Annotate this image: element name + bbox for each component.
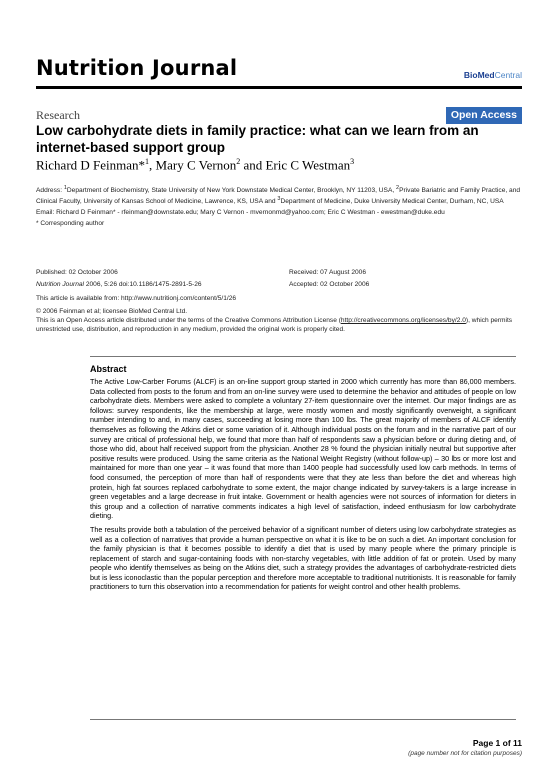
affiliation-marker: 3 [277, 196, 281, 203]
citation-journal: Nutrition Journal [36, 281, 85, 288]
open-access-badge: Open Access [446, 107, 522, 124]
publisher-logo-central: Central [494, 70, 522, 80]
affiliation-marker: 1 [145, 157, 150, 166]
abstract-bottom-rule [90, 719, 516, 720]
citation-doi[interactable]: 2006, 5:26 doi:10.1186/1475-2891-5-26 [84, 281, 202, 288]
author-list [36, 157, 354, 173]
license-text-end: ), which permits unrestricted use, distribution, and reproduction in any medium, provided the original work is properly cited. [36, 317, 513, 333]
author-name: Richard D Feinman* [36, 157, 146, 173]
license-block [36, 307, 522, 334]
license-text-start: This is an Open Access article distributed under the terms of the Creative Commons Attribution License ( [36, 317, 341, 324]
abstract-section [90, 356, 516, 596]
section-label: Research [36, 108, 80, 122]
article-title: Low carbohydrate diets in family practice: what can we learn from an internet-based support group [36, 123, 479, 155]
abstract-paragraph: The Active Low-Carber Forums (ALCF) is an on-line support group started in 2000 which currently has more than 86,000 members. Data collected from posts to the forum and from an on-line survey were used to determine the behavior and attitudes of people on low carbohydrate diets. Members were asked to complete a voluntary 27-item questionnaire over the internet. Our major findings are as follows: survey respondents, like the membership at large, were mostly women and mostly significantly overweight, a significant number intending to and, in many cases, succeeding at losing more than 100 lbs. The great majority of members of ALCF identify themselves as following the Atkins diet or some variation of it. Although individual posts on the forum and in the narrative part of our survey are critical of professional help, we found that more than half of respondents saw a physician before or during dieting and, of those who did, about half received support from the physician. Another 28 % found the physician initially neutral but supportive after positive results were produced. Using the same criteria as the National Weight Registry (without follow-up) – 30 lbs or more lost and maintained for more than one year – it was found that more than 1400 people had successfully used low carb methods. In terms of food consumed, the perception of more than half of respondents were that they ate less than before the diet and whereas high protein, high fat sources replaced carbohydrate to some extent, the major change indicated by survey-takers is a large increase in green vegetables and a large decrease in fruit intake. Government or health agencies were not sources of information for dieters in this group and a collection of narrative comments indicates a high level of satisfaction, indeed enthusiasm for low carbohydrate dieting. [90, 377, 516, 521]
affiliation-marker: 2 [396, 185, 400, 191]
affiliation-marker: 3 [350, 157, 355, 166]
license-link[interactable]: http://creativecommons.org/licenses/by/2.0 [340, 317, 466, 324]
affiliation-text: Private Bariatric and Family Practice, and Clinical Faculty, University of Kansas School of Medicine, Lawrence, KS, USA and [36, 187, 521, 206]
publisher-logo-biomed: BioMed [463, 70, 495, 80]
publication-info [36, 268, 522, 334]
abstract-heading: Abstract [90, 364, 127, 374]
header-rule [36, 86, 522, 89]
page-number-note: (page number not for citation purposes) [408, 750, 522, 757]
affiliation-marker: 1 [63, 185, 67, 191]
author-metadata [36, 184, 522, 230]
author-name: and Eric C Westman [240, 157, 351, 173]
affiliation-text: Department of Biochemistry, State University of New York Downstate Medical Center, Brooklyn, NY 11203, USA, [66, 187, 397, 195]
accepted-date: Accepted: 02 October 2006 [289, 281, 370, 288]
email-line[interactable]: Email: Richard D Feinman* - rfeinman@downstate.edu; Mary C Vernon - mvernonmd@yahoo.com; Eric C Westman - ewestman@duke.edu [36, 209, 445, 217]
affiliation-text: Department of Medicine, Duke University Medical Center, Durham, NC, USA [280, 198, 504, 206]
address-label: Address: [36, 187, 64, 195]
corresponding-author-note: * Corresponding author [36, 220, 105, 228]
received-date: Received: 07 August 2006 [289, 269, 366, 276]
page-number: Page 1 of 11 [472, 738, 522, 748]
affiliation-marker: 2 [236, 157, 241, 166]
citation-line [36, 281, 202, 288]
journal-title: Nutrition Journal [36, 56, 238, 80]
abstract-paragraph: The results provide both a tabulation of the perceived behavior of a significant number of dieters using low carbohydrate strategies as well as a collection of narratives that provide a human perspective on what it is like to be on such a diet. An important conclusion for the family physician is that it becomes possible to identify a diet that is used by many people where the primary principle is replacement of starch and sugar-containing foods with non-starchy vegetables, with little addition of fat or protein. Used by many people who identify themselves as being on the Atkins diet, such a strategy provides the advantages of carbohydrate-restricted diets but is less iconoclastic than the popular perception and therefore more acceptable to traditional nutritionists. It is reasonable for family practitioners to turn this observation into a recommendation for patients for weight control and other health problems. [90, 524, 516, 592]
address-block [36, 184, 522, 206]
published-date: Published: 02 October 2006 [36, 269, 118, 276]
publisher-logo [464, 70, 522, 80]
author-name: , Mary C Vernon [149, 157, 237, 173]
article-url-line[interactable]: This article is available from: http://www.nutritionj.com/content/5/1/26 [36, 295, 237, 302]
license-text [36, 316, 522, 334]
copyright-line: © 2006 Feinman et al; licensee BioMed Central Ltd. [36, 308, 188, 315]
